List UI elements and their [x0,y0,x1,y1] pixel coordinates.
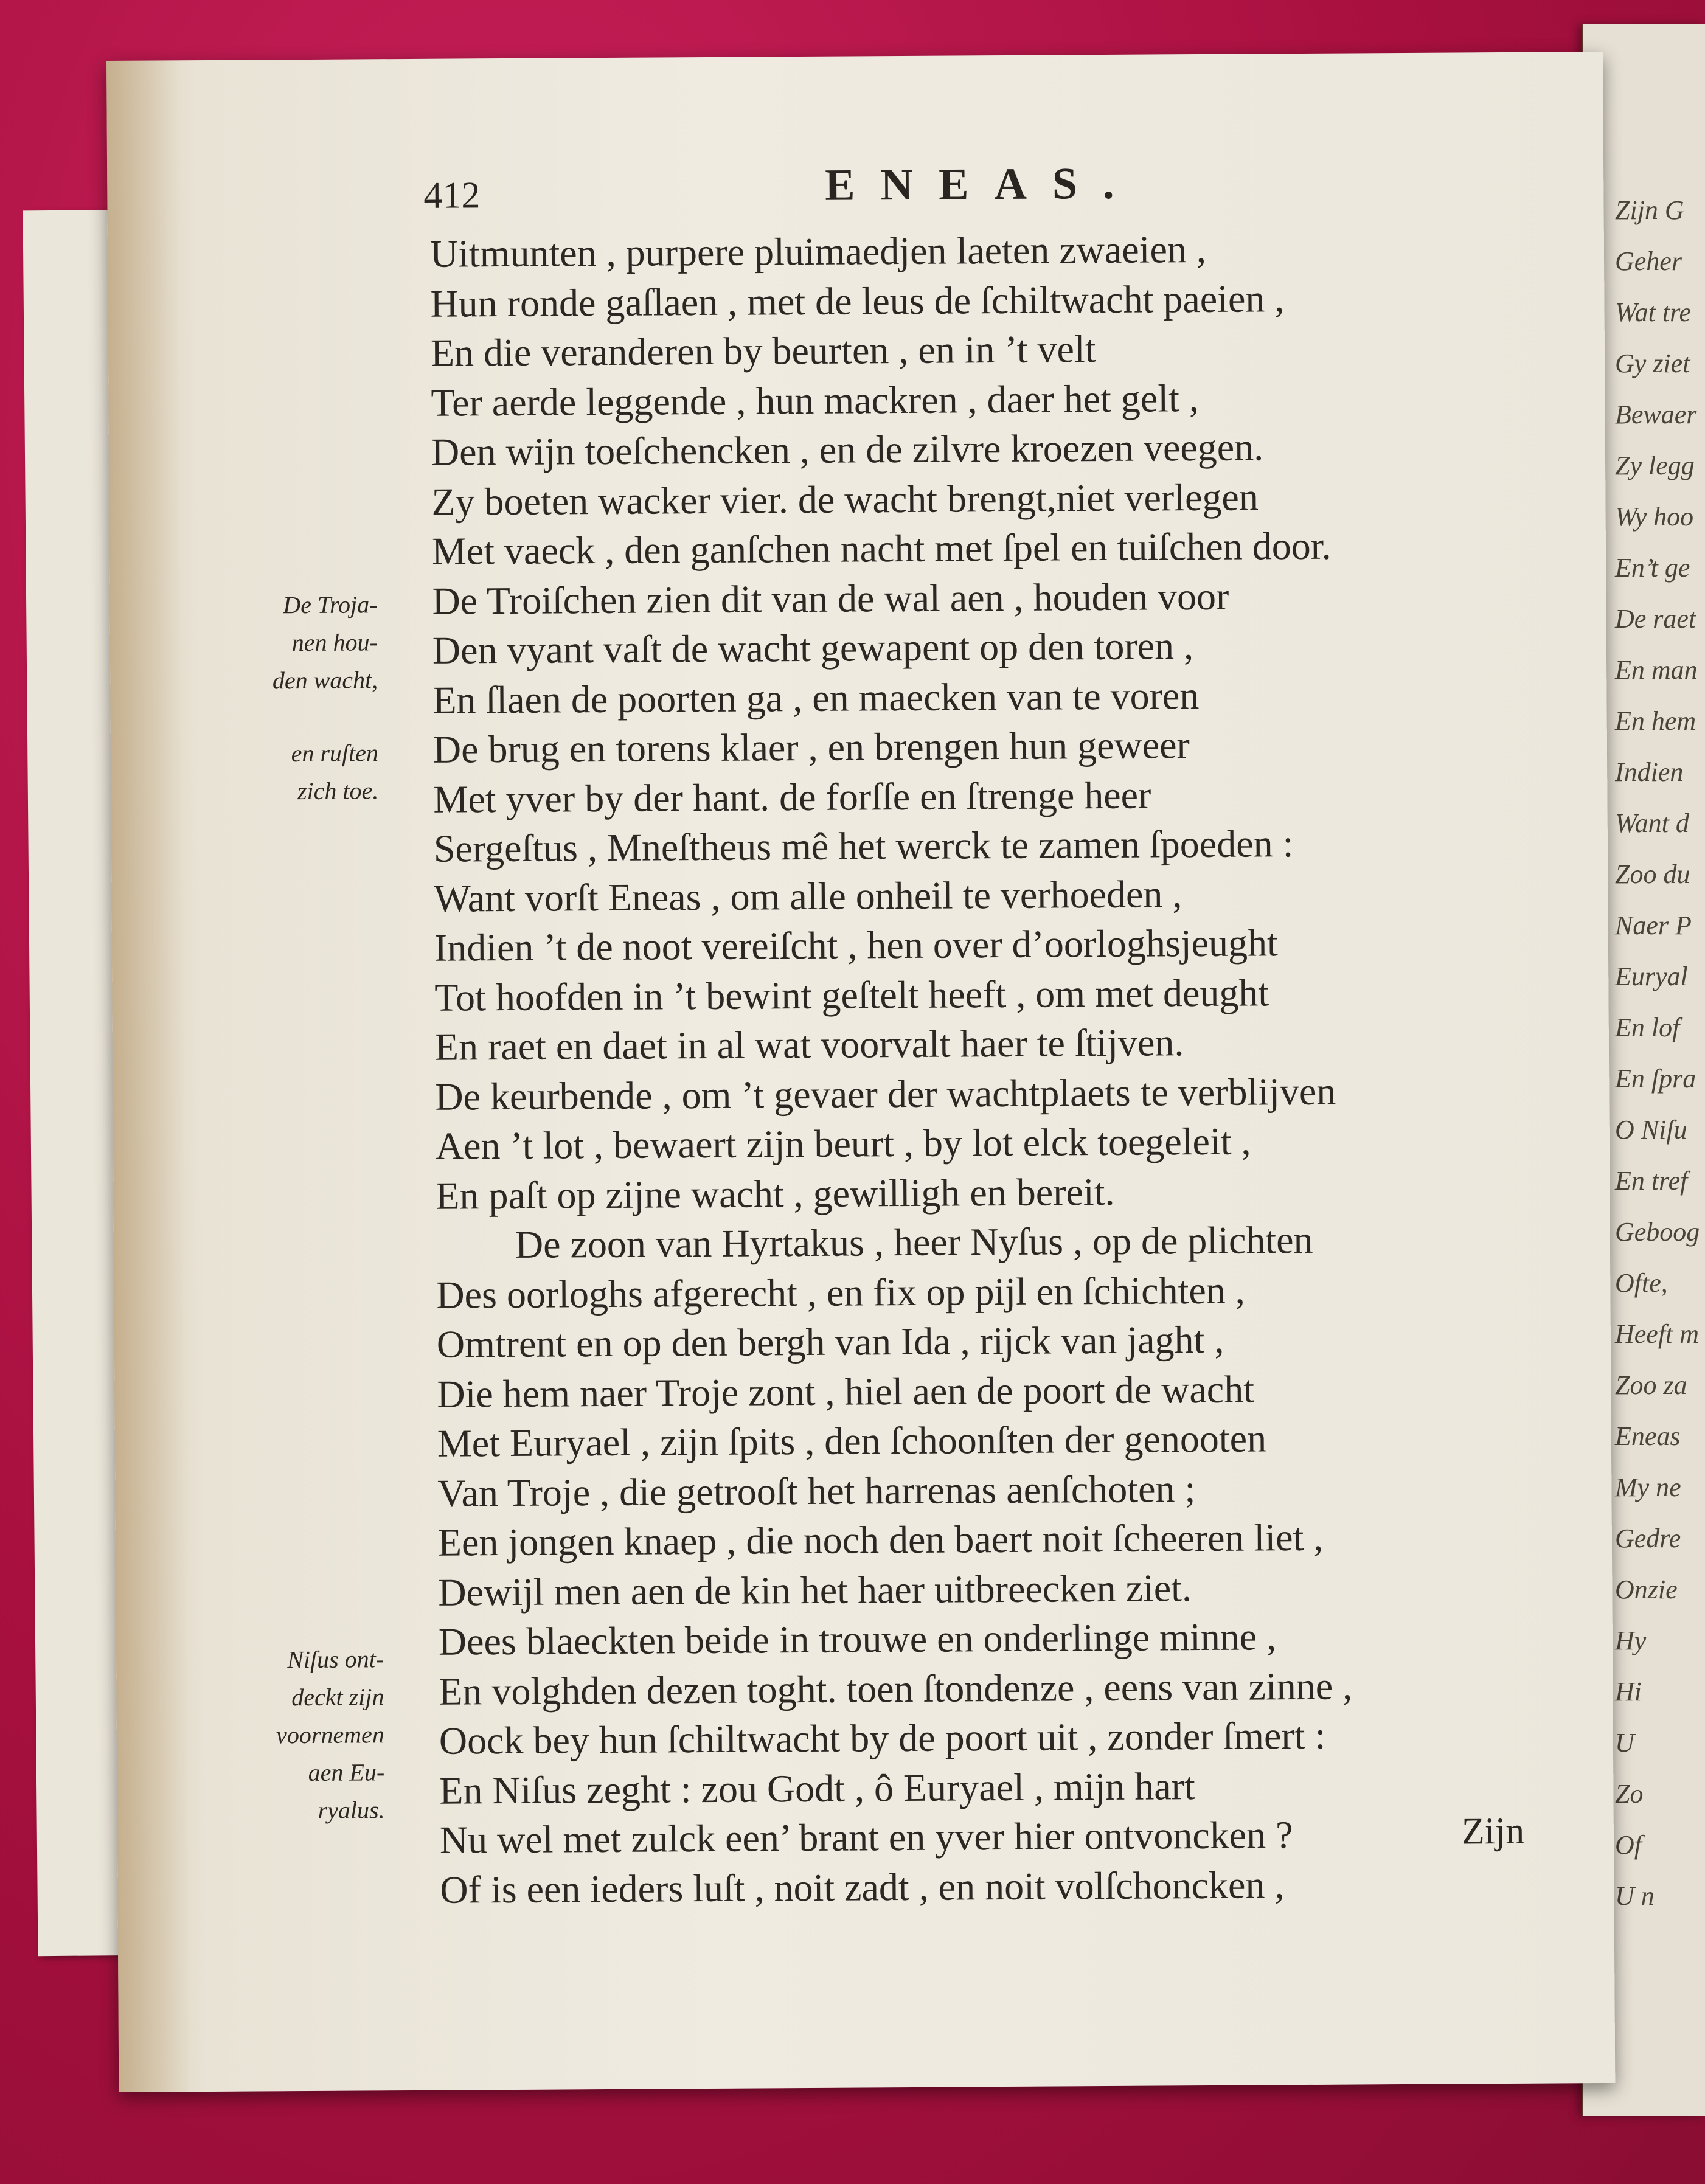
verse-line: Met vaeck , den ganſchen nacht met ſpel en tuiſchen door. [431,524,1332,573]
facing-page-fragment: Hi [1615,1677,1642,1707]
verse-line: Nu wel met zulck een’ brant en yver hier ontvoncken ? [439,1813,1293,1862]
catchword: Zijn [1461,1810,1525,1853]
verse-line: De brug en torens klaer , en brengen hun geweer [432,723,1190,771]
verse-line: Ter aerde leggende , hun mackren , daer het gelt , [431,376,1200,425]
verse-block [430,224,1354,1915]
verse-line: Den wijn toeſchencken , en de zilvre kroezen veegen. [431,425,1264,474]
facing-page-fragment: U [1615,1728,1634,1758]
margin-note-line: ryalus. [318,1796,385,1824]
verse-line: Tot hoofden in ’t bewint geſtelt heeft , om met deught [434,970,1269,1019]
margin-note-nisus [226,1640,385,1830]
margin-note-line: den wacht, [272,666,378,695]
facing-page-fragment: Zoo du [1615,859,1690,889]
margin-note-trojans-keep-watch [219,586,378,700]
facing-page-fragment: Onzie [1615,1575,1678,1604]
verse-line: Uitmunten , purpere pluimaedjen laeten zwaeien , [429,227,1207,276]
margin-note-line: zich toe. [297,777,379,805]
verse-line: En raet en daet in al wat voorvalt haer te ſtijven. [434,1021,1184,1069]
facing-page-fragment: Euryal [1615,962,1688,991]
verse-line: Van Troje , die getrooſt het harrenas aenſchoten ; [437,1466,1196,1515]
margin-note-line: De Troja- [283,591,378,619]
facing-page-fragment: Wat tre [1615,297,1692,327]
facing-page-fragment: Naer P [1615,910,1692,940]
facing-page-fragment: De raet [1615,604,1696,634]
verse-line: Hun ronde gaſlaen , met de leus de ſchiltwacht paeien , [430,276,1285,325]
margin-note-prepare [220,734,379,811]
facing-page-fragment: Bewaer [1615,400,1697,429]
facing-page-fragment: En hem [1615,706,1696,736]
verse-line: Oock bey hun ſchiltwacht by de poort uit , zonder ſmert : [439,1713,1326,1763]
facing-page-fragment: Zijn G [1615,195,1684,225]
verse-line: Aen ’t lot , bewaert zijn beurt , by lot elck toegeleit , [435,1119,1251,1168]
verse-line: Met yver by der hant. de forſſe en ſtrenge heer [433,773,1151,821]
margin-note-line: Niſus ont- [287,1645,384,1674]
facing-page-fragment: En man [1615,655,1698,685]
facing-page-fragment: En’t ge [1615,553,1690,583]
verse-line: En ſlaen de poorten ga , en maecken van te voren [432,673,1200,722]
facing-page-fragment: En ſpra [1615,1064,1696,1094]
verse-line: Den vyant vaſt de wacht gewapent op den toren , [432,624,1194,672]
verse-line: De Troiſchen zien dit van de wal aen , houden voor [432,574,1229,623]
verse-line: Omtrent en op den bergh van Ida , rijck van jaght , [436,1317,1224,1366]
verse-line: Met Euryael , zijn ſpits , den ſchoonſten der genooten [437,1416,1267,1465]
margin-note-line: en ruſten [291,739,379,768]
verse-line: Dewijl men aen de kin het haer uitbreecken ziet. [438,1565,1192,1614]
verse-line: Indien ’t de noot vereiſcht , hen over d’oorloghsjeught [434,921,1279,969]
verse-line: Des oorloghs afgerecht , en fix op pijl en ſchichten , [436,1268,1245,1317]
margin-note-line: nen hou- [291,628,378,657]
facing-page-fragment: Zo [1615,1779,1644,1809]
verse-line: Of is een ieders luſt , noit zadt , en noit volſchoncken , [440,1862,1285,1912]
verse-line: Een jongen knaep , die noch den baert noit ſcheeren liet , [437,1515,1324,1564]
facing-page-fragment: Wy hoo [1615,502,1694,532]
margin-note-line: deckt zijn [291,1683,384,1711]
verse-line: En die veranderen by beurten , en in ’t velt [430,327,1096,375]
facing-page-fragment: Eneas [1615,1421,1681,1451]
verse-line: Die hem naer Troje zont , hiel aen de poort de wacht [437,1367,1255,1416]
verse-line: En Niſus zeght : zou Godt , ô Euryael , mijn hart [439,1764,1195,1812]
verse-line: De zoon van Hyrtakus , heer Nyſus , op de plichten [515,1218,1313,1266]
facing-page-fragment: En tref [1615,1166,1688,1196]
verse-line: Want vorſt Eneas , om alle onheil te verhoeden , [434,872,1182,920]
verse-line: Dees blaeckten beide in trouwe en onderlinge minne , [438,1615,1277,1663]
facing-page-fragment: En lof [1615,1013,1680,1042]
facing-page-fragment: Zy legg [1615,451,1695,480]
facing-page-fragment: Ofte, [1615,1268,1668,1298]
facing-page-fragment: Gy ziet [1615,348,1690,378]
page-number: 412 [423,175,481,217]
verse-line: De keurbende , om ’t gevaer der wachtplaets te verblijven [435,1069,1336,1118]
facing-page-fragment: Indien [1615,757,1684,787]
facing-page-fragment: Zoo za [1615,1370,1687,1400]
verse-line: En paſt op zijne wacht , gewilligh en bereit. [436,1170,1115,1218]
facing-page-fragment: Of [1615,1830,1642,1860]
facing-page-fragment: Heeft m [1615,1319,1700,1349]
book-page [106,52,1615,2092]
facing-page-fragment: Geher [1615,246,1682,276]
facing-page-fragment: Gedre [1615,1524,1681,1553]
margin-note-line: voornemen [276,1721,384,1749]
facing-page-fragment: U n [1615,1881,1655,1911]
margin-note-line: aen Eu- [308,1758,385,1787]
facing-page-fragment: O Niſu [1615,1115,1687,1145]
facing-page-fragment: Geboog [1615,1217,1700,1247]
verse-line: Sergeſtus , Mneſtheus mê het werck te zamen ſpoeden : [433,822,1294,870]
verse-line: En volghden dezen toght. toen ſtondenze , eens van zinne , [439,1664,1353,1713]
running-head: ENEAS. [825,158,1140,210]
facing-page-fragment: Want d [1615,808,1689,838]
facing-page-fragment: Hy [1615,1626,1647,1655]
facing-page-fragment: My ne [1615,1472,1681,1502]
verse-line: Zy boeten wacker vier. de wacht brengt,niet verlegen [431,474,1259,524]
